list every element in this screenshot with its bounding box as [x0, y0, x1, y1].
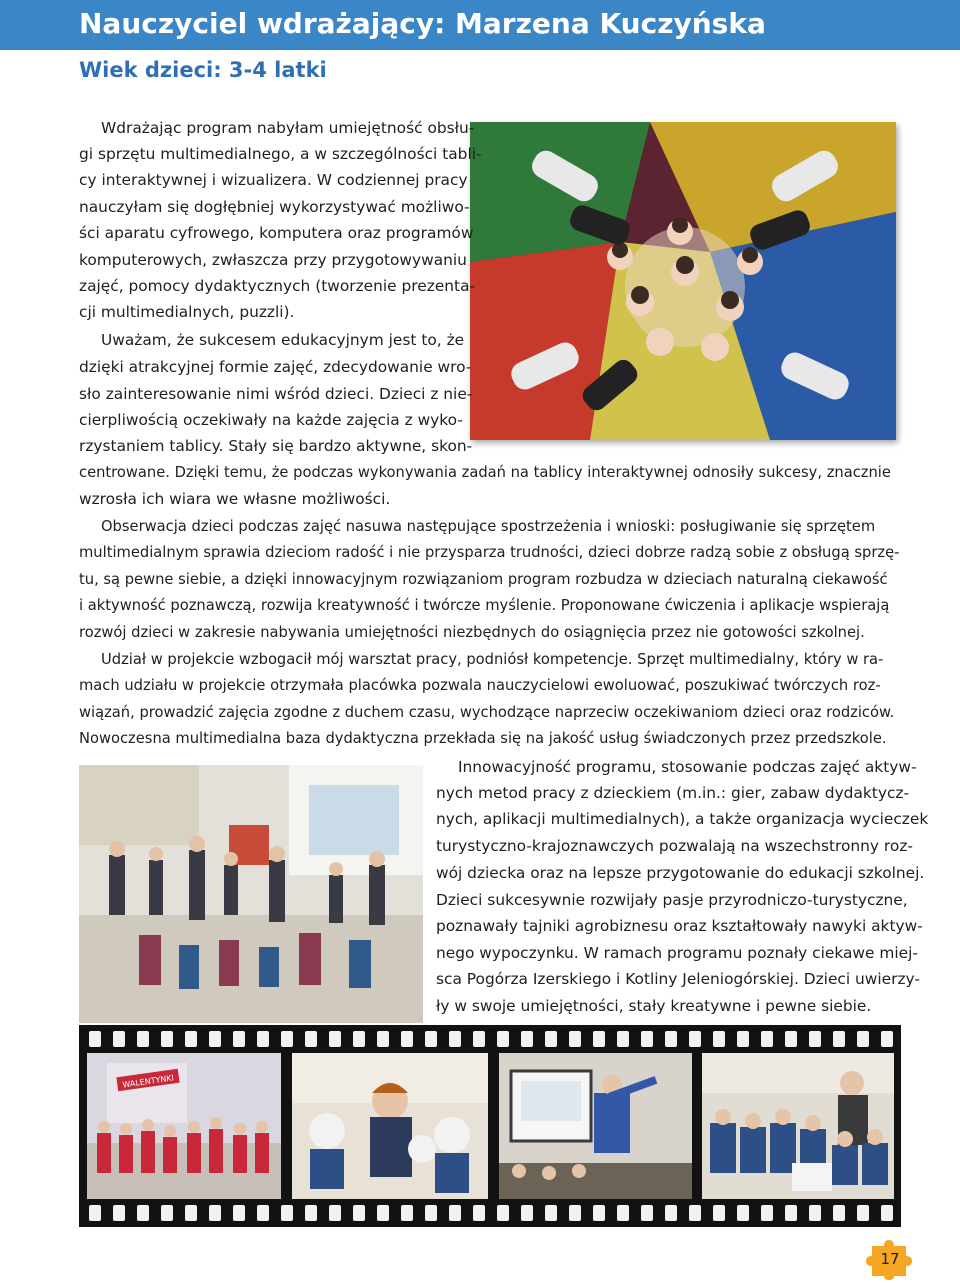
paragraph-line: Dzieci sukcesywnie rozwijały pasje przyrodniczo-turystyczne, — [436, 891, 908, 909]
paragraph-line: komputerowych, zwłaszcza przy przygotowywaniu — [79, 251, 467, 269]
film-sprocket-hole — [665, 1031, 677, 1047]
film-sprocket-hole — [281, 1031, 293, 1047]
film-frame-group-photo — [702, 1053, 894, 1199]
paragraph-line: sca Pogórza Izerskiego i Kotliny Jeleniogórskiej. Dzieci uwierzy- — [436, 970, 920, 988]
film-sprocket-hole — [545, 1031, 557, 1047]
film-sprocket-hole — [857, 1031, 869, 1047]
film-sprocket-hole — [209, 1205, 221, 1221]
film-sprocket-hole — [401, 1205, 413, 1221]
film-sprocket-hole — [329, 1031, 341, 1047]
paragraph-line: Uważam, że sukcesem edukacyjnym jest to, że — [101, 331, 465, 349]
film-sprocket-hole — [161, 1205, 173, 1221]
paragraph-line: zajęć, pomocy dydaktycznych (tworzenie prezenta- — [79, 277, 476, 295]
film-sprocket-hole — [233, 1205, 245, 1221]
film-sprocket-hole — [809, 1031, 821, 1047]
film-sprocket-hole — [593, 1031, 605, 1047]
banner-text: WALENTYNKI — [121, 1073, 175, 1090]
film-sprocket-hole — [497, 1031, 509, 1047]
film-sprocket-hole — [257, 1031, 269, 1047]
paragraph-line: i aktywność poznawczą, rozwija kreatywność i twórcze myślenie. Proponowane ćwiczenia i aplikacje wspierają — [79, 597, 890, 614]
paragraph-line: mach udziału w projekcie otrzymała placówka pozwala nauczycielowi ewoluować, poszukiwać twórczych roz- — [79, 677, 881, 694]
film-sprocket-hole — [185, 1205, 197, 1221]
film-sprocket-hole — [761, 1205, 773, 1221]
paragraph-line: nego wypoczynku. W ramach programu poznały ciekawe miej- — [436, 944, 918, 962]
paragraph-line: Nowoczesna multimedialna baza dydaktyczna przekłada się na jakość usług świadczonych przez przedszkole. — [79, 730, 887, 747]
film-sprocket-hole — [425, 1031, 437, 1047]
film-frame-cooking — [292, 1053, 488, 1199]
paragraph-line: dzięki atrakcyjnej formie zajęć, zdecydowanie wro- — [79, 358, 472, 376]
film-sprocket-hole — [641, 1031, 653, 1047]
paragraph-line: ły w swoje umiejętności, stały kreatywne i pewne siebie. — [436, 997, 872, 1015]
film-sprocket-hole — [425, 1205, 437, 1221]
film-sprocket-hole — [473, 1205, 485, 1221]
paragraph-line: ści aparatu cyfrowego, komputera oraz programów — [79, 224, 474, 242]
paragraph-line: rozwój dzieci w zakresie nabywania umiejętności niezbędnych do osiągnięcia przez nie gotowości szkolnej. — [79, 624, 865, 641]
paragraph-line: wzrosła ich wiara we własne możliwości. — [79, 490, 391, 508]
film-sprocket-hole — [209, 1031, 221, 1047]
paragraph-line: Obserwacja dzieci podczas zajęć nasuwa następujące spostrzeżenia i wnioski: posługiwanie się sprzętem — [101, 518, 876, 535]
paragraph-line: gi sprzętu multimedialnego, a w szczególności tabli- — [79, 145, 482, 163]
film-sprocket-hole — [617, 1205, 629, 1221]
film-sprocket-hole — [833, 1205, 845, 1221]
children-circle-photo — [470, 122, 896, 440]
film-sprocket-hole — [809, 1205, 821, 1221]
film-sprocket-hole — [401, 1031, 413, 1047]
film-sprocket-hole — [113, 1031, 125, 1047]
film-sprocket-hole — [665, 1205, 677, 1221]
sprocket-row-top — [79, 1031, 901, 1049]
paragraph-line: Wdrażając program nabyłam umiejętność obsłu- — [101, 119, 475, 137]
film-sprocket-hole — [785, 1205, 797, 1221]
film-sprocket-hole — [113, 1205, 125, 1221]
paragraph-line: Udział w projekcie wzbogacił mój warsztat pracy, podniósł kompetencje. Sprzęt multimedialny, który w ra- — [101, 651, 884, 668]
film-sprocket-hole — [161, 1031, 173, 1047]
paragraph-line: nych, aplikacji multimedialnych), a także organizacja wycieczek — [436, 810, 929, 828]
film-frame-valentines — [87, 1053, 281, 1199]
film-sprocket-hole — [545, 1205, 557, 1221]
film-sprocket-hole — [641, 1205, 653, 1221]
film-sprocket-hole — [281, 1205, 293, 1221]
film-sprocket-hole — [497, 1205, 509, 1221]
film-sprocket-hole — [89, 1205, 101, 1221]
film-sprocket-hole — [521, 1205, 533, 1221]
paragraph-line: wiązań, prowadzić zajęcia zgodne z duchem czasu, wychodzące naprzeciw oczekiwaniom dzieci oraz rodziców. — [79, 704, 895, 721]
film-sprocket-hole — [257, 1205, 269, 1221]
paragraph-line: rzystaniem tablicy. Stały się bardzo aktywne, skon- — [79, 437, 473, 455]
film-sprocket-hole — [689, 1205, 701, 1221]
film-sprocket-hole — [617, 1031, 629, 1047]
film-sprocket-hole — [449, 1205, 461, 1221]
film-sprocket-hole — [737, 1031, 749, 1047]
film-sprocket-hole — [569, 1205, 581, 1221]
page-title: Nauczyciel wdrażający: Marzena Kuczyńska — [79, 7, 766, 40]
classroom-illustration — [79, 765, 423, 1023]
film-sprocket-hole — [737, 1205, 749, 1221]
photo-filmstrip — [79, 1025, 901, 1227]
film-sprocket-hole — [89, 1031, 101, 1047]
film-sprocket-hole — [521, 1031, 533, 1047]
film-sprocket-hole — [377, 1205, 389, 1221]
film-frame-interactive-board — [499, 1053, 692, 1199]
film-sprocket-hole — [833, 1031, 845, 1047]
paragraph-line: cji multimedialnych, puzzli). — [79, 303, 295, 321]
film-sprocket-hole — [449, 1031, 461, 1047]
film-sprocket-hole — [881, 1031, 893, 1047]
paragraph-line: Innowacyjność programu, stosowanie podczas zajęć aktyw- — [458, 758, 917, 776]
paragraph-line: tu, są pewne siebie, a dzięki innowacyjnym rozwiązaniom program rozbudza w dzieciach naturalną ciekawość — [79, 571, 888, 588]
film-sprocket-hole — [881, 1205, 893, 1221]
film-sprocket-hole — [329, 1205, 341, 1221]
film-sprocket-hole — [233, 1031, 245, 1047]
film-sprocket-hole — [785, 1031, 797, 1047]
paragraph-line: poznawały tajniki agrobiznesu oraz kształtowały nawyki aktyw- — [436, 917, 923, 935]
paragraph-line: cierpliwością oczekiwały na każde zajęcia z wyko- — [79, 411, 463, 429]
paragraph-line: sło zainteresowanie nimi wśród dzieci. Dzieci z nie- — [79, 385, 473, 403]
film-sprocket-hole — [185, 1031, 197, 1047]
film-sprocket-hole — [353, 1031, 365, 1047]
paragraph-line: multimedialnym sprawia dzieciom radość i nie przysparza trudności, dzieci dobrze radzą sobie z obsługą sprzę- — [79, 544, 900, 561]
film-sprocket-hole — [137, 1031, 149, 1047]
film-sprocket-hole — [713, 1031, 725, 1047]
film-sprocket-hole — [761, 1031, 773, 1047]
film-sprocket-hole — [473, 1031, 485, 1047]
paragraph-line: cy interaktywnej i wizualizera. W codziennej pracy — [79, 171, 468, 189]
paragraph-line: nauczyłam się dogłębniej wykorzystywać możliwo- — [79, 198, 470, 216]
film-sprocket-hole — [569, 1031, 581, 1047]
film-sprocket-hole — [593, 1205, 605, 1221]
film-sprocket-hole — [305, 1205, 317, 1221]
film-sprocket-hole — [689, 1031, 701, 1047]
age-subtitle: Wiek dzieci: 3-4 latki — [79, 58, 327, 82]
sprocket-row-bottom — [79, 1205, 901, 1223]
film-sprocket-hole — [137, 1205, 149, 1221]
paragraph-line: centrowane. Dzięki temu, że podczas wykonywania zadań na tablicy interaktywnej odnosiły sukcesy, znacznie — [79, 464, 891, 481]
film-sprocket-hole — [305, 1031, 317, 1047]
film-sprocket-hole — [857, 1205, 869, 1221]
paragraph-line: turystyczno-krajoznawczych pozwalają na wszechstronny roz- — [436, 837, 913, 855]
film-sprocket-hole — [713, 1205, 725, 1221]
paragraph-line: nych metod pracy z dzieckiem (m.in.: gier, zabaw dydaktycz- — [436, 784, 910, 802]
children-circle-illustration — [470, 122, 896, 440]
page-number: 17 — [880, 1250, 900, 1268]
film-sprocket-hole — [353, 1205, 365, 1221]
children-classroom-photo — [79, 765, 423, 1023]
film-sprocket-hole — [377, 1031, 389, 1047]
paragraph-line: wój dziecka oraz na lepsze przygotowanie do edukacji szkolnej. — [436, 864, 925, 882]
